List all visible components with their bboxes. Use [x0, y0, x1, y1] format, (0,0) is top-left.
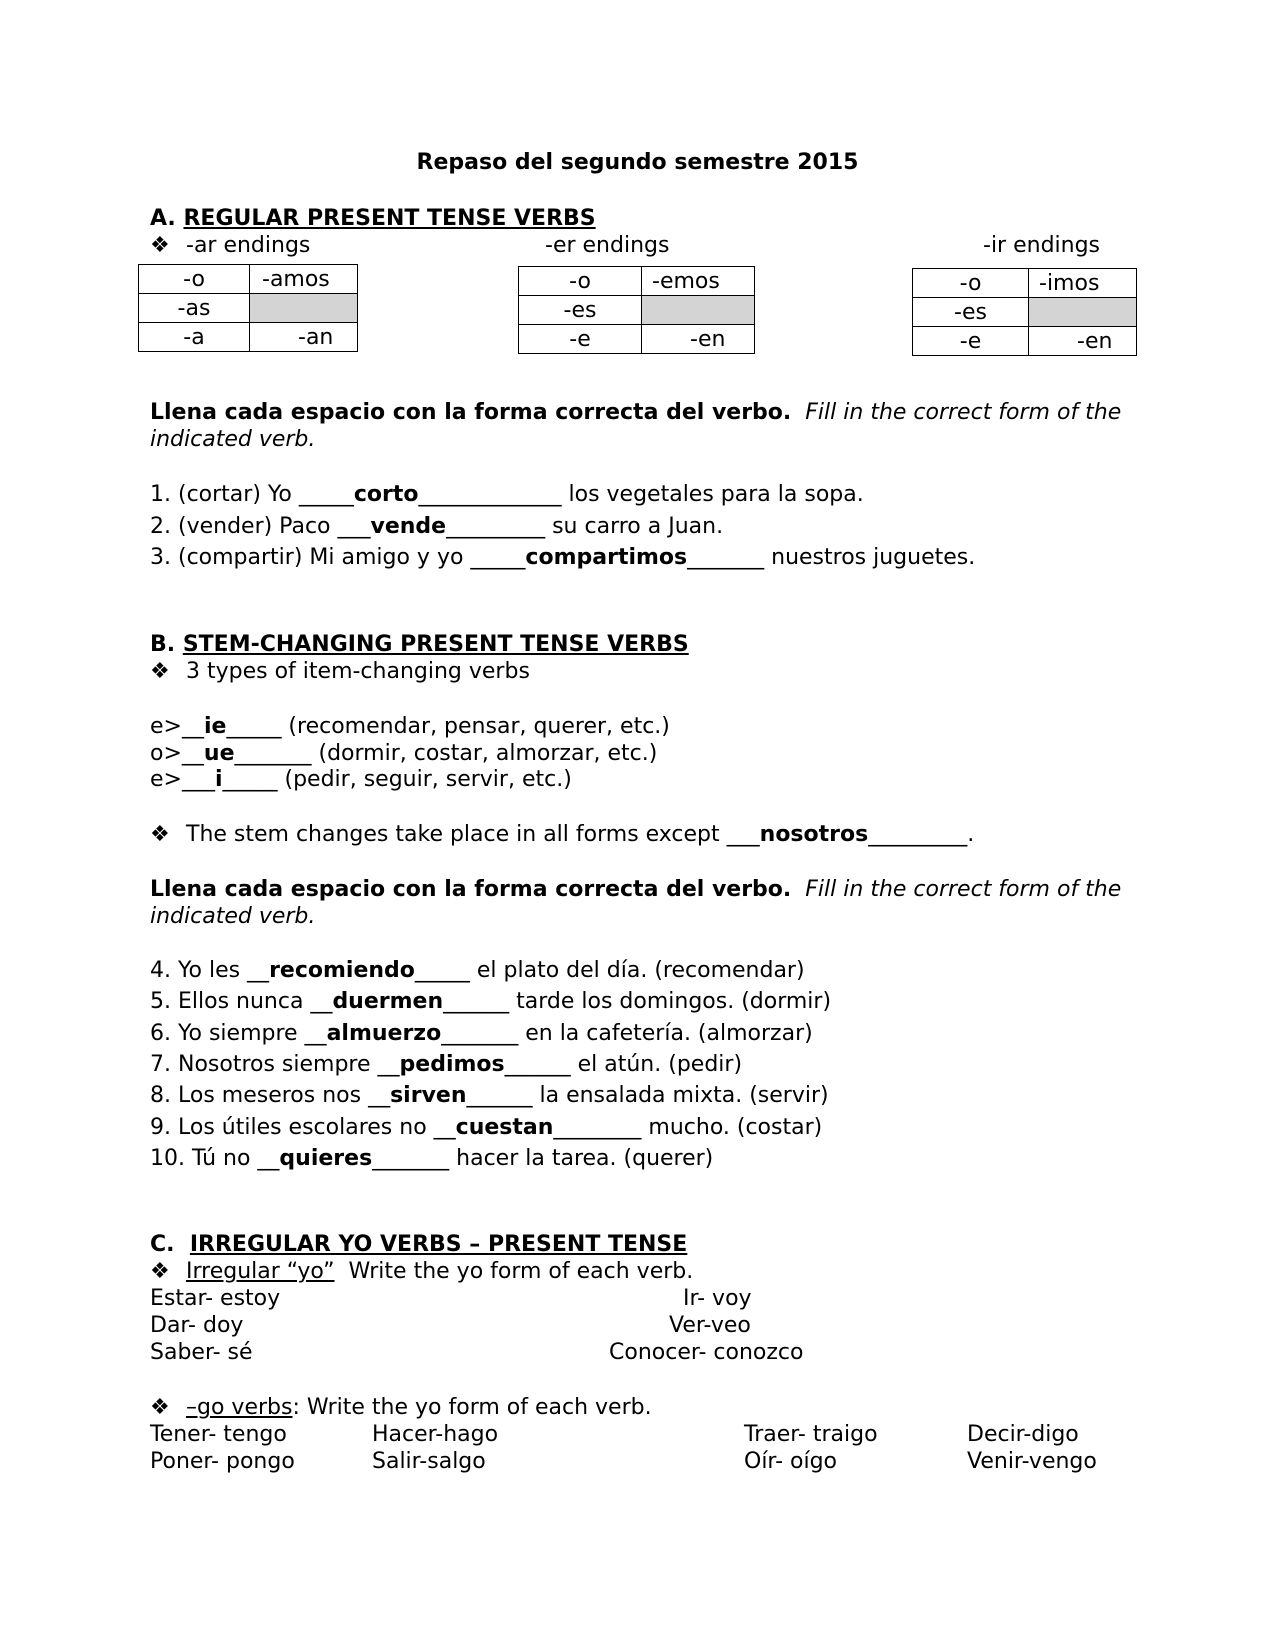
er-endings-label: -er endings	[545, 233, 670, 258]
bullet-line: ❖ –go verbs: Write the yo form of each verb.	[150, 1395, 652, 1420]
table-cell: -es	[519, 296, 642, 325]
verb-pair: Oír- oígo	[744, 1449, 837, 1474]
table-cell: -o	[139, 265, 250, 294]
answer: vende	[370, 514, 447, 539]
answer: pedimos	[399, 1052, 505, 1077]
verb-pair: Salir-salgo	[372, 1449, 486, 1474]
verb-pair: Saber- sé	[150, 1340, 253, 1365]
instruction-continued: indicated verb.	[150, 427, 316, 452]
list-item: 3. (compartir) Mi amigo y yo _____compartimos_______ nuestros juguetes.	[150, 545, 976, 570]
bullet-line: ❖ Irregular “yo” Write the yo form of each verb.	[150, 1259, 694, 1284]
list-item: 5. Ellos nunca __duermen______ tarde los domingos. (dormir)	[150, 989, 832, 1014]
list-item: 4. Yo les __recomiendo_____ el plato del día. (recomendar)	[150, 958, 805, 983]
list-item: 1. (cortar) Yo _____corto_____________ los vegetales para la sopa.	[150, 482, 864, 507]
section-title: REGULAR PRESENT TENSE VERBS	[183, 206, 596, 231]
list-item: 6. Yo siempre __almuerzo_______ en la cafetería. (almorzar)	[150, 1021, 813, 1046]
table-cell: -emos	[642, 267, 755, 296]
section-a-heading	[150, 206, 596, 232]
ar-endings-table	[138, 264, 358, 352]
instruction: Llena cada espacio con la forma correcta del verbo. Fill in the correct form of the	[150, 877, 1122, 902]
verb-pair: Hacer-hago	[372, 1422, 499, 1447]
verb-pair: Conocer- conozco	[609, 1340, 804, 1365]
list-item: 9. Los útiles escolares no __cuestan________ mucho. (costar)	[150, 1115, 823, 1140]
verb-pair: Estar- estoy	[150, 1286, 281, 1311]
answer: ue	[203, 741, 235, 766]
table-cell: -as	[139, 294, 250, 323]
diamond-bullet-icon: ❖	[150, 659, 170, 684]
section-title: IRREGULAR YO VERBS – PRESENT TENSE	[189, 1232, 688, 1257]
table-cell: -an	[250, 323, 358, 352]
verb-pair: Traer- traigo	[744, 1422, 878, 1447]
ar-endings-label: ❖ -ar endings	[150, 233, 311, 258]
stem-change-row: e>__ie_____ (recomendar, pensar, querer, etc.)	[150, 714, 670, 739]
table-cell: -e	[519, 325, 642, 354]
table-cell: -es	[913, 298, 1029, 327]
verb-pair: Ir- voy	[683, 1286, 752, 1311]
verb-pair: Venir-vengo	[967, 1449, 1097, 1474]
table-cell: -en	[642, 325, 755, 354]
table-cell: -o	[913, 269, 1029, 298]
list-item: 8. Los meseros nos __sirven______ la ensalada mixta. (servir)	[150, 1083, 829, 1108]
section-title: STEM-CHANGING PRESENT TENSE VERBS	[182, 632, 689, 657]
ir-endings-label: -ir endings	[983, 233, 1101, 258]
shaded-cell	[250, 294, 358, 323]
table-cell: -imos	[1029, 269, 1137, 298]
verb-pair: Tener- tengo	[150, 1422, 287, 1447]
verb-pair: Dar- doy	[150, 1313, 244, 1338]
shaded-cell	[642, 296, 755, 325]
answer: recomiendo	[269, 958, 415, 983]
section-c-heading: C. IRREGULAR YO VERBS – PRESENT TENSE	[150, 1232, 688, 1257]
verb-pair: Ver-veo	[669, 1313, 751, 1338]
answer: quieres	[279, 1146, 373, 1171]
shaded-cell	[1029, 298, 1137, 327]
section-b-heading: B. STEM-CHANGING PRESENT TENSE VERBS	[150, 632, 689, 657]
diamond-bullet-icon: ❖	[150, 822, 170, 847]
table-cell: -a	[139, 323, 250, 352]
verb-pair: Decir-digo	[967, 1422, 1079, 1447]
er-endings-table	[518, 266, 755, 354]
answer: i	[214, 767, 223, 792]
ir-endings-table	[912, 268, 1137, 356]
table-cell: -e	[913, 327, 1029, 356]
stem-change-row: e>___i_____ (pedir, seguir, servir, etc.)	[150, 767, 572, 792]
table-cell: -en	[1029, 327, 1137, 356]
section-letter: A.	[150, 206, 176, 231]
table-cell: -amos	[250, 265, 358, 294]
list-item: 2. (vender) Paco ___vende_________ su carro a Juan.	[150, 514, 724, 539]
answer: nosotros	[759, 822, 869, 847]
instruction: Llena cada espacio con la forma correcta del verbo. Fill in the correct form of the	[150, 400, 1122, 425]
diamond-bullet-icon: ❖	[150, 1395, 170, 1420]
instruction-continued: indicated verb.	[150, 904, 316, 929]
stem-change-row: o>__ue_______ (dormir, costar, almorzar, etc.)	[150, 741, 658, 766]
verb-pair: Poner- pongo	[150, 1449, 295, 1474]
bullet-line: ❖ The stem changes take place in all forms except ___nosotros_________.	[150, 822, 975, 847]
answer: ie	[203, 714, 227, 739]
table-cell: -o	[519, 267, 642, 296]
bullet-line: ❖ 3 types of item-changing verbs	[150, 659, 530, 684]
list-item: 7. Nosotros siempre __pedimos______ el atún. (pedir)	[150, 1052, 743, 1077]
answer: corto	[353, 482, 419, 507]
answer: duermen	[332, 989, 444, 1014]
answer: cuestan	[455, 1115, 554, 1140]
list-item: 10. Tú no __quieres_______ hacer la tarea. (querer)	[150, 1146, 714, 1171]
page-title: Repaso del segundo semestre 2015	[416, 150, 859, 175]
diamond-bullet-icon: ❖	[150, 233, 170, 258]
answer: compartimos	[525, 545, 688, 570]
answer: sirven	[390, 1083, 467, 1108]
diamond-bullet-icon: ❖	[150, 1259, 170, 1284]
answer: almuerzo	[326, 1021, 442, 1046]
